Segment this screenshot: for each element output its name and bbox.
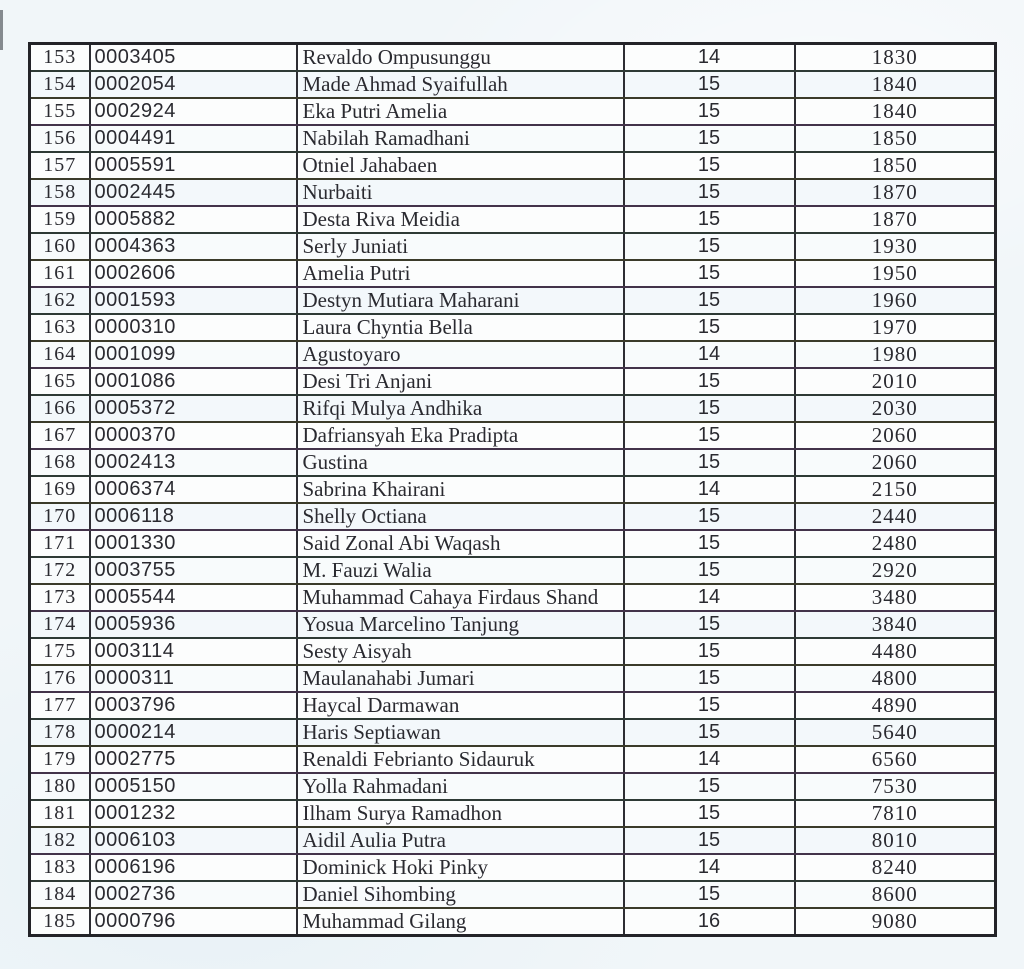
value-cell: 1850 bbox=[795, 125, 996, 152]
name-cell: Sesty Aisyah bbox=[297, 638, 624, 665]
count-cell: 15 bbox=[624, 152, 795, 179]
row-number-cell: 173 bbox=[30, 584, 90, 611]
count-cell: 15 bbox=[624, 503, 795, 530]
id-number-cell: 0002445 bbox=[90, 179, 297, 206]
row-number-cell: 177 bbox=[30, 692, 90, 719]
count-cell: 14 bbox=[624, 341, 795, 368]
table-row bbox=[30, 287, 996, 314]
name-cell: Revaldo Ompusunggu bbox=[297, 44, 624, 72]
table-body bbox=[30, 44, 996, 936]
scan-edge-artifact bbox=[0, 10, 3, 50]
name-cell: Muhammad Cahaya Firdaus Shand bbox=[297, 584, 624, 611]
count-cell: 15 bbox=[624, 719, 795, 746]
name-cell: Amelia Putri bbox=[297, 260, 624, 287]
name-cell: Maulanahabi Jumari bbox=[297, 665, 624, 692]
row-number-cell: 168 bbox=[30, 449, 90, 476]
count-cell: 15 bbox=[624, 449, 795, 476]
name-cell: Ilham Surya Ramadhon bbox=[297, 800, 624, 827]
id-number-cell: 0004363 bbox=[90, 233, 297, 260]
table-row bbox=[30, 611, 996, 638]
id-number-cell: 0004491 bbox=[90, 125, 297, 152]
table-row bbox=[30, 314, 996, 341]
value-cell: 2060 bbox=[795, 422, 996, 449]
id-number-cell: 0003755 bbox=[90, 557, 297, 584]
table-row bbox=[30, 179, 996, 206]
student-score-table bbox=[28, 42, 997, 937]
count-cell: 15 bbox=[624, 827, 795, 854]
table-row bbox=[30, 638, 996, 665]
count-cell: 14 bbox=[624, 44, 795, 72]
table-row bbox=[30, 422, 996, 449]
table-row bbox=[30, 395, 996, 422]
value-cell: 1840 bbox=[795, 98, 996, 125]
name-cell: Dafriansyah Eka Pradipta bbox=[297, 422, 624, 449]
name-cell: Said Zonal Abi Waqash bbox=[297, 530, 624, 557]
name-cell: Serly Juniati bbox=[297, 233, 624, 260]
table-row bbox=[30, 341, 996, 368]
name-cell: Destyn Mutiara Maharani bbox=[297, 287, 624, 314]
id-number-cell: 0000370 bbox=[90, 422, 297, 449]
row-number-cell: 157 bbox=[30, 152, 90, 179]
id-number-cell: 0002775 bbox=[90, 746, 297, 773]
table-row bbox=[30, 503, 996, 530]
row-number-cell: 162 bbox=[30, 287, 90, 314]
value-cell: 1980 bbox=[795, 341, 996, 368]
value-cell: 2920 bbox=[795, 557, 996, 584]
count-cell: 15 bbox=[624, 314, 795, 341]
count-cell: 15 bbox=[624, 395, 795, 422]
table-row bbox=[30, 557, 996, 584]
table-row bbox=[30, 827, 996, 854]
table-row bbox=[30, 746, 996, 773]
value-cell: 4480 bbox=[795, 638, 996, 665]
row-number-cell: 164 bbox=[30, 341, 90, 368]
name-cell: M. Fauzi Walia bbox=[297, 557, 624, 584]
id-number-cell: 0003114 bbox=[90, 638, 297, 665]
value-cell: 2060 bbox=[795, 449, 996, 476]
table-row bbox=[30, 692, 996, 719]
value-cell: 8010 bbox=[795, 827, 996, 854]
count-cell: 15 bbox=[624, 125, 795, 152]
count-cell: 15 bbox=[624, 179, 795, 206]
row-number-cell: 161 bbox=[30, 260, 90, 287]
count-cell: 15 bbox=[624, 557, 795, 584]
table-row bbox=[30, 233, 996, 260]
table-row bbox=[30, 206, 996, 233]
row-number-cell: 184 bbox=[30, 881, 90, 908]
name-cell: Dominick Hoki Pinky bbox=[297, 854, 624, 881]
id-number-cell: 0002736 bbox=[90, 881, 297, 908]
row-number-cell: 182 bbox=[30, 827, 90, 854]
table-row bbox=[30, 44, 996, 72]
row-number-cell: 156 bbox=[30, 125, 90, 152]
count-cell: 15 bbox=[624, 206, 795, 233]
count-cell: 14 bbox=[624, 476, 795, 503]
name-cell: Agustoyaro bbox=[297, 341, 624, 368]
id-number-cell: 0001086 bbox=[90, 368, 297, 395]
name-cell: Eka Putri Amelia bbox=[297, 98, 624, 125]
value-cell: 2440 bbox=[795, 503, 996, 530]
value-cell: 4890 bbox=[795, 692, 996, 719]
count-cell: 16 bbox=[624, 908, 795, 936]
name-cell: Yosua Marcelino Tanjung bbox=[297, 611, 624, 638]
id-number-cell: 0006196 bbox=[90, 854, 297, 881]
table-row bbox=[30, 125, 996, 152]
count-cell: 15 bbox=[624, 665, 795, 692]
row-number-cell: 159 bbox=[30, 206, 90, 233]
value-cell: 1870 bbox=[795, 206, 996, 233]
name-cell: Laura Chyntia Bella bbox=[297, 314, 624, 341]
value-cell: 1930 bbox=[795, 233, 996, 260]
row-number-cell: 165 bbox=[30, 368, 90, 395]
id-number-cell: 0006374 bbox=[90, 476, 297, 503]
name-cell: Gustina bbox=[297, 449, 624, 476]
count-cell: 15 bbox=[624, 638, 795, 665]
name-cell: Shelly Octiana bbox=[297, 503, 624, 530]
name-cell: Muhammad Gilang bbox=[297, 908, 624, 936]
value-cell: 1850 bbox=[795, 152, 996, 179]
value-cell: 5640 bbox=[795, 719, 996, 746]
value-cell: 1970 bbox=[795, 314, 996, 341]
value-cell: 8600 bbox=[795, 881, 996, 908]
row-number-cell: 176 bbox=[30, 665, 90, 692]
name-cell: Nurbaiti bbox=[297, 179, 624, 206]
id-number-cell: 0000214 bbox=[90, 719, 297, 746]
id-number-cell: 0001593 bbox=[90, 287, 297, 314]
id-number-cell: 0005882 bbox=[90, 206, 297, 233]
value-cell: 1950 bbox=[795, 260, 996, 287]
value-cell: 7810 bbox=[795, 800, 996, 827]
row-number-cell: 166 bbox=[30, 395, 90, 422]
row-number-cell: 175 bbox=[30, 638, 90, 665]
table-row bbox=[30, 260, 996, 287]
id-number-cell: 0002413 bbox=[90, 449, 297, 476]
value-cell: 2030 bbox=[795, 395, 996, 422]
table-row bbox=[30, 152, 996, 179]
row-number-cell: 180 bbox=[30, 773, 90, 800]
table-row bbox=[30, 530, 996, 557]
id-number-cell: 0005591 bbox=[90, 152, 297, 179]
count-cell: 15 bbox=[624, 692, 795, 719]
table-row bbox=[30, 854, 996, 881]
row-number-cell: 153 bbox=[30, 44, 90, 72]
value-cell: 3840 bbox=[795, 611, 996, 638]
table-row bbox=[30, 584, 996, 611]
name-cell: Otniel Jahabaen bbox=[297, 152, 624, 179]
id-number-cell: 0001099 bbox=[90, 341, 297, 368]
count-cell: 15 bbox=[624, 260, 795, 287]
table-row bbox=[30, 800, 996, 827]
row-number-cell: 154 bbox=[30, 71, 90, 98]
name-cell: Nabilah Ramadhani bbox=[297, 125, 624, 152]
table-row bbox=[30, 773, 996, 800]
id-number-cell: 0003405 bbox=[90, 44, 297, 72]
table-row bbox=[30, 665, 996, 692]
id-number-cell: 0002606 bbox=[90, 260, 297, 287]
table-row bbox=[30, 368, 996, 395]
name-cell: Desta Riva Meidia bbox=[297, 206, 624, 233]
value-cell: 4800 bbox=[795, 665, 996, 692]
table-row bbox=[30, 449, 996, 476]
row-number-cell: 179 bbox=[30, 746, 90, 773]
table-row bbox=[30, 71, 996, 98]
count-cell: 15 bbox=[624, 611, 795, 638]
table-row bbox=[30, 476, 996, 503]
count-cell: 15 bbox=[624, 800, 795, 827]
row-number-cell: 155 bbox=[30, 98, 90, 125]
id-number-cell: 0000310 bbox=[90, 314, 297, 341]
count-cell: 15 bbox=[624, 287, 795, 314]
row-number-cell: 158 bbox=[30, 179, 90, 206]
row-number-cell: 163 bbox=[30, 314, 90, 341]
id-number-cell: 0005150 bbox=[90, 773, 297, 800]
row-number-cell: 172 bbox=[30, 557, 90, 584]
table-row bbox=[30, 98, 996, 125]
count-cell: 14 bbox=[624, 584, 795, 611]
row-number-cell: 185 bbox=[30, 908, 90, 936]
name-cell: Aidil Aulia Putra bbox=[297, 827, 624, 854]
id-number-cell: 0002924 bbox=[90, 98, 297, 125]
row-number-cell: 174 bbox=[30, 611, 90, 638]
value-cell: 1830 bbox=[795, 44, 996, 72]
value-cell: 8240 bbox=[795, 854, 996, 881]
name-cell: Sabrina Khairani bbox=[297, 476, 624, 503]
id-number-cell: 0003796 bbox=[90, 692, 297, 719]
name-cell: Made Ahmad Syaifullah bbox=[297, 71, 624, 98]
row-number-cell: 171 bbox=[30, 530, 90, 557]
id-number-cell: 0006103 bbox=[90, 827, 297, 854]
id-number-cell: 0005544 bbox=[90, 584, 297, 611]
count-cell: 15 bbox=[624, 368, 795, 395]
row-number-cell: 181 bbox=[30, 800, 90, 827]
row-number-cell: 167 bbox=[30, 422, 90, 449]
row-number-cell: 160 bbox=[30, 233, 90, 260]
value-cell: 1870 bbox=[795, 179, 996, 206]
value-cell: 2150 bbox=[795, 476, 996, 503]
row-number-cell: 183 bbox=[30, 854, 90, 881]
id-number-cell: 0002054 bbox=[90, 71, 297, 98]
name-cell: Rifqi Mulya Andhika bbox=[297, 395, 624, 422]
id-number-cell: 0000796 bbox=[90, 908, 297, 936]
id-number-cell: 0000311 bbox=[90, 665, 297, 692]
count-cell: 15 bbox=[624, 71, 795, 98]
value-cell: 7530 bbox=[795, 773, 996, 800]
name-cell: Haycal Darmawan bbox=[297, 692, 624, 719]
name-cell: Haris Septiawan bbox=[297, 719, 624, 746]
row-number-cell: 169 bbox=[30, 476, 90, 503]
row-number-cell: 170 bbox=[30, 503, 90, 530]
value-cell: 1960 bbox=[795, 287, 996, 314]
count-cell: 15 bbox=[624, 422, 795, 449]
count-cell: 15 bbox=[624, 98, 795, 125]
id-number-cell: 0005372 bbox=[90, 395, 297, 422]
value-cell: 2480 bbox=[795, 530, 996, 557]
value-cell: 9080 bbox=[795, 908, 996, 936]
value-cell: 1840 bbox=[795, 71, 996, 98]
row-number-cell: 178 bbox=[30, 719, 90, 746]
name-cell: Daniel Sihombing bbox=[297, 881, 624, 908]
count-cell: 14 bbox=[624, 854, 795, 881]
name-cell: Yolla Rahmadani bbox=[297, 773, 624, 800]
table-row bbox=[30, 881, 996, 908]
table-row bbox=[30, 908, 996, 936]
id-number-cell: 0006118 bbox=[90, 503, 297, 530]
count-cell: 15 bbox=[624, 773, 795, 800]
name-cell: Renaldi Febrianto Sidauruk bbox=[297, 746, 624, 773]
count-cell: 14 bbox=[624, 746, 795, 773]
count-cell: 15 bbox=[624, 233, 795, 260]
count-cell: 15 bbox=[624, 881, 795, 908]
count-cell: 15 bbox=[624, 530, 795, 557]
id-number-cell: 0001232 bbox=[90, 800, 297, 827]
name-cell: Desi Tri Anjani bbox=[297, 368, 624, 395]
id-number-cell: 0005936 bbox=[90, 611, 297, 638]
value-cell: 2010 bbox=[795, 368, 996, 395]
id-number-cell: 0001330 bbox=[90, 530, 297, 557]
value-cell: 3480 bbox=[795, 584, 996, 611]
value-cell: 6560 bbox=[795, 746, 996, 773]
table-row bbox=[30, 719, 996, 746]
